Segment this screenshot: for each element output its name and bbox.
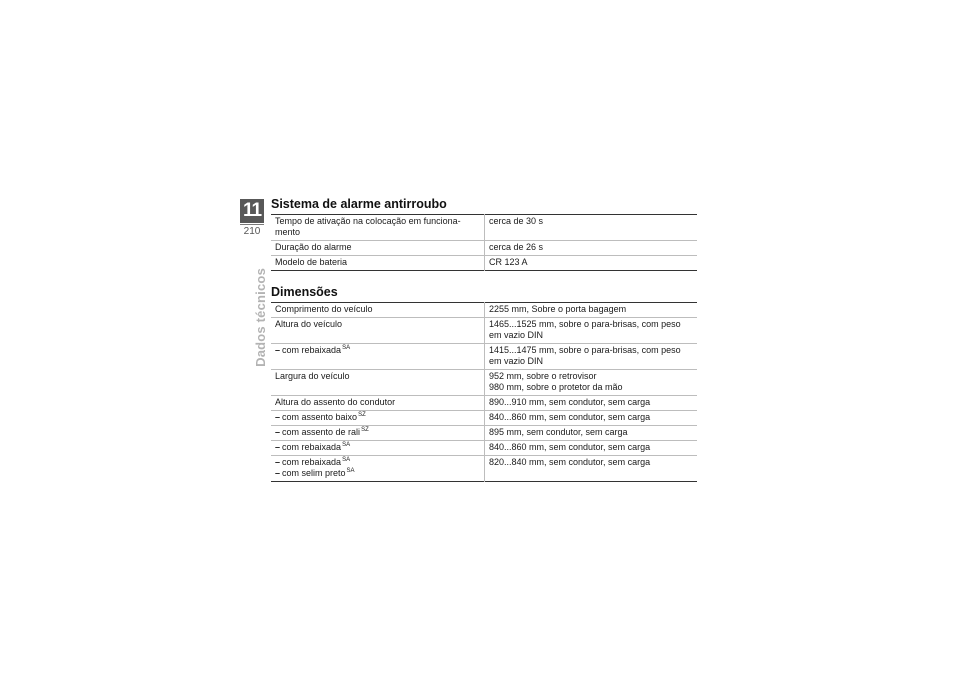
- row-label: Duração do alarme: [271, 241, 485, 256]
- row-label: – com assento de rali$^{SZ}$: [271, 426, 485, 441]
- row-value: 952 mm, sobre o retrovisor 980 mm, sobre o protetor da mão: [485, 370, 698, 396]
- row-label: Modelo de bateria: [271, 256, 485, 271]
- table-row: [271, 344, 697, 370]
- table-row: [271, 411, 697, 426]
- row-value: 820...840 mm, sem condutor, sem carga: [489, 457, 651, 467]
- table-row: [271, 318, 697, 344]
- chapter-divider: [240, 224, 264, 225]
- row-value: cerca de 26 s: [485, 241, 698, 256]
- dimensions-section-title: Dimensões: [271, 285, 338, 299]
- row-value: 840...860 mm, sem condutor, sem carga: [485, 411, 698, 426]
- table-row: [271, 241, 697, 256]
- row-label: Altura do assento do condutor: [271, 396, 485, 411]
- row-value: cerca de 30 s: [485, 215, 698, 241]
- page-content: [271, 196, 697, 482]
- row-label: – com assento baixo$^{SZ}$: [271, 411, 485, 426]
- row-value: 890...910 mm, sem condutor, sem carga: [485, 396, 698, 411]
- table-row: [271, 256, 697, 271]
- row-label: Comprimento do veículo: [271, 303, 485, 318]
- chapter-marker: [240, 199, 264, 239]
- section-side-label: Dados técnicos: [253, 268, 268, 367]
- table-row: [271, 441, 697, 456]
- row-value: 840...860 mm, sem condutor, sem carga: [485, 441, 698, 456]
- table-row: [271, 396, 697, 411]
- table-row: [271, 370, 697, 396]
- table-row: [271, 426, 697, 441]
- page-number: 210: [243, 226, 261, 237]
- row-value: 895 mm, sem condutor, sem carga: [485, 426, 698, 441]
- table-row: [271, 303, 697, 318]
- table-row: [271, 215, 697, 241]
- alarm-table: [271, 214, 697, 271]
- row-label: – com rebaixada$^{SA}$: [271, 344, 485, 370]
- table-row: [271, 456, 697, 482]
- row-value: 2255 mm, Sobre o porta bagagem: [485, 303, 698, 318]
- row-value: CR 123 A: [489, 257, 528, 267]
- row-label: Largura do veículo: [271, 370, 485, 396]
- dimensions-table: [271, 302, 697, 482]
- row-value: 1415...1475 mm, sobre o para-brisas, com peso em vazio DIN: [485, 344, 698, 370]
- chapter-number: 11: [240, 199, 264, 223]
- row-label: – com rebaixada$^{SA}$: [271, 441, 485, 456]
- alarm-section-title: Sistema de alarme antirroubo: [271, 197, 447, 211]
- row-label: – com rebaixada$^{SA}$ – com selim preto$^{SA}$: [271, 456, 485, 482]
- row-value: 1465...1525 mm, sobre o para-brisas, com peso em vazio DIN: [485, 318, 698, 344]
- row-label: Tempo de ativação na colocação em funciona- mento: [271, 215, 485, 241]
- row-label: Altura do veículo: [271, 318, 485, 344]
